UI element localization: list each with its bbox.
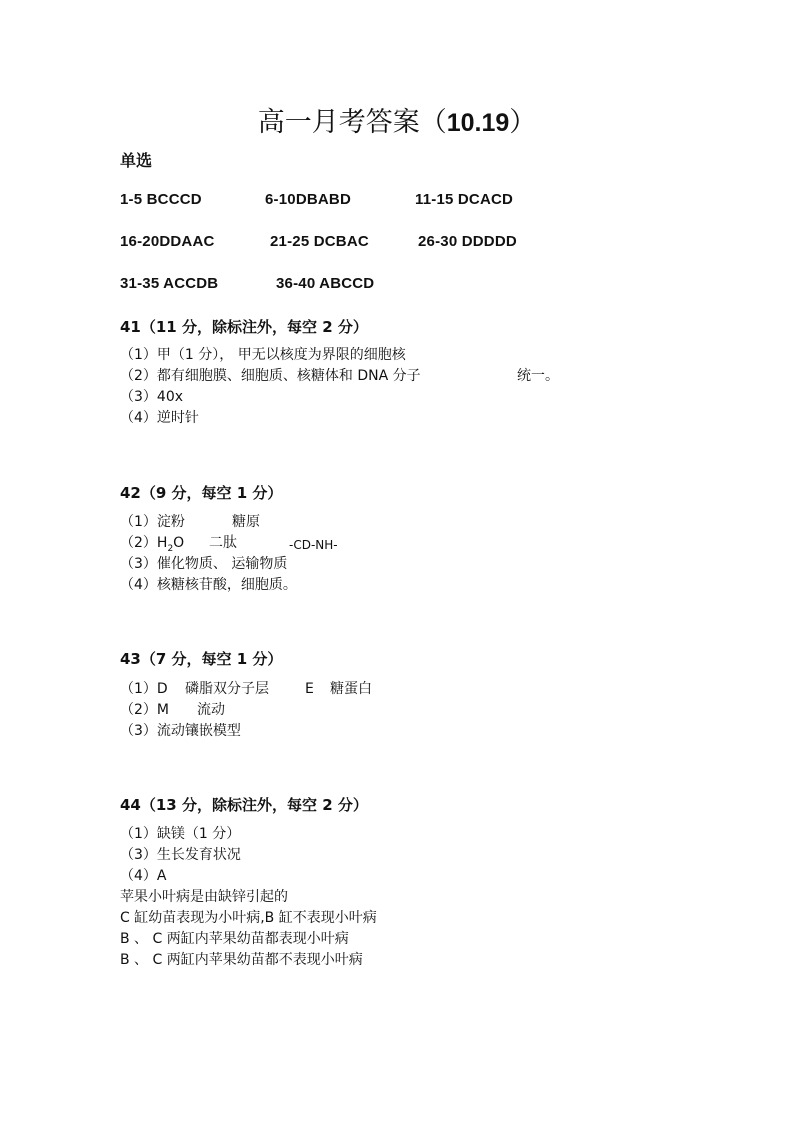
answer-6-10: 6-10DBABD (265, 191, 351, 208)
q43-line-2: （2）M (120, 702, 169, 718)
q41-line-1: （1）甲（1 分）， 甲无以核度为界限的细胞核 (120, 347, 406, 363)
answer-26-30: 26-30 DDDDD (418, 233, 517, 250)
q44-heading: 44（13 分，除标注外，每空 2 分） (120, 796, 368, 814)
q43-line-1-d: 糖蛋白 (330, 681, 372, 697)
q42-line-1-b: 糖原 (232, 514, 260, 530)
q43-line-3: （3）流动镶嵌模型 (120, 723, 241, 739)
q41-line-3: （3）40x (120, 389, 184, 405)
q42-line-2-c: O (173, 535, 185, 551)
q41-line-2: （2）都有细胞膜、细胞质、核糖体和 DNA 分子 (120, 368, 421, 384)
answer-1-5: 1-5 BCCCD (120, 191, 202, 208)
q43-line-2-b: 流动 (197, 702, 225, 718)
q43-line-1-c: E (305, 681, 314, 697)
q44-line-7: B 、 C 两缸内苹果幼苗都不表现小叶病 (120, 952, 363, 968)
q44-line-5: C 缸幼苗表现为小叶病,B 缸不表现小叶病 (120, 910, 377, 926)
q42-heading: 42（9 分，每空 1 分） (120, 484, 283, 502)
q42-line-4: （4）核糖核苷酸，细胞质。 (120, 577, 297, 593)
answer-36-40: 36-40 ABCCD (276, 275, 375, 292)
answer-31-35: 31-35 ACCDB (120, 275, 219, 292)
page-title (0, 100, 794, 139)
q42-line-1: （1）淀粉 (120, 514, 185, 530)
q44-line-2: （3）生长发育状况 (120, 847, 241, 863)
title-main: 高一月考答案（ (257, 107, 447, 138)
answer-21-25: 21-25 DCBAC (270, 233, 369, 250)
q42-line-2-sub: 2 (167, 543, 174, 554)
q41-line-4: （4）逆时针 (120, 410, 199, 426)
q43-line-1-b: 磷脂双分子层 (185, 681, 269, 697)
q42-line-3: （3）催化物质、 运输物质 (120, 556, 288, 572)
q43-heading: 43（7 分，每空 1 分） (120, 650, 283, 668)
q44-line-6: B 、 C 两缸内苹果幼苗都表现小叶病 (120, 931, 349, 947)
q44-line-1: （1）缺镁（1 分） (120, 826, 241, 842)
title-end: ） (509, 107, 537, 138)
q41-line-2-end: 统一。 (517, 368, 559, 384)
title-date: 10.19 (446, 109, 510, 137)
q42-line-2-a: （2）H (120, 535, 168, 551)
q43-line-1: （1）D (120, 681, 168, 697)
q44-line-4: 苹果小叶病是由缺锌引起的 (120, 889, 288, 905)
single-choice-heading: 单选 (120, 151, 153, 170)
q44-line-3: （4）A (120, 868, 167, 884)
answer-11-15: 11-15 DCACD (415, 191, 514, 208)
answer-16-20: 16-20DDAAC (120, 233, 215, 250)
q42-line-2-d: 二肽 (209, 535, 237, 551)
q41-heading: 41（11 分，除标注外，每空 2 分） (120, 318, 368, 336)
q42-line-2-e: -CD-NH- (289, 538, 338, 552)
